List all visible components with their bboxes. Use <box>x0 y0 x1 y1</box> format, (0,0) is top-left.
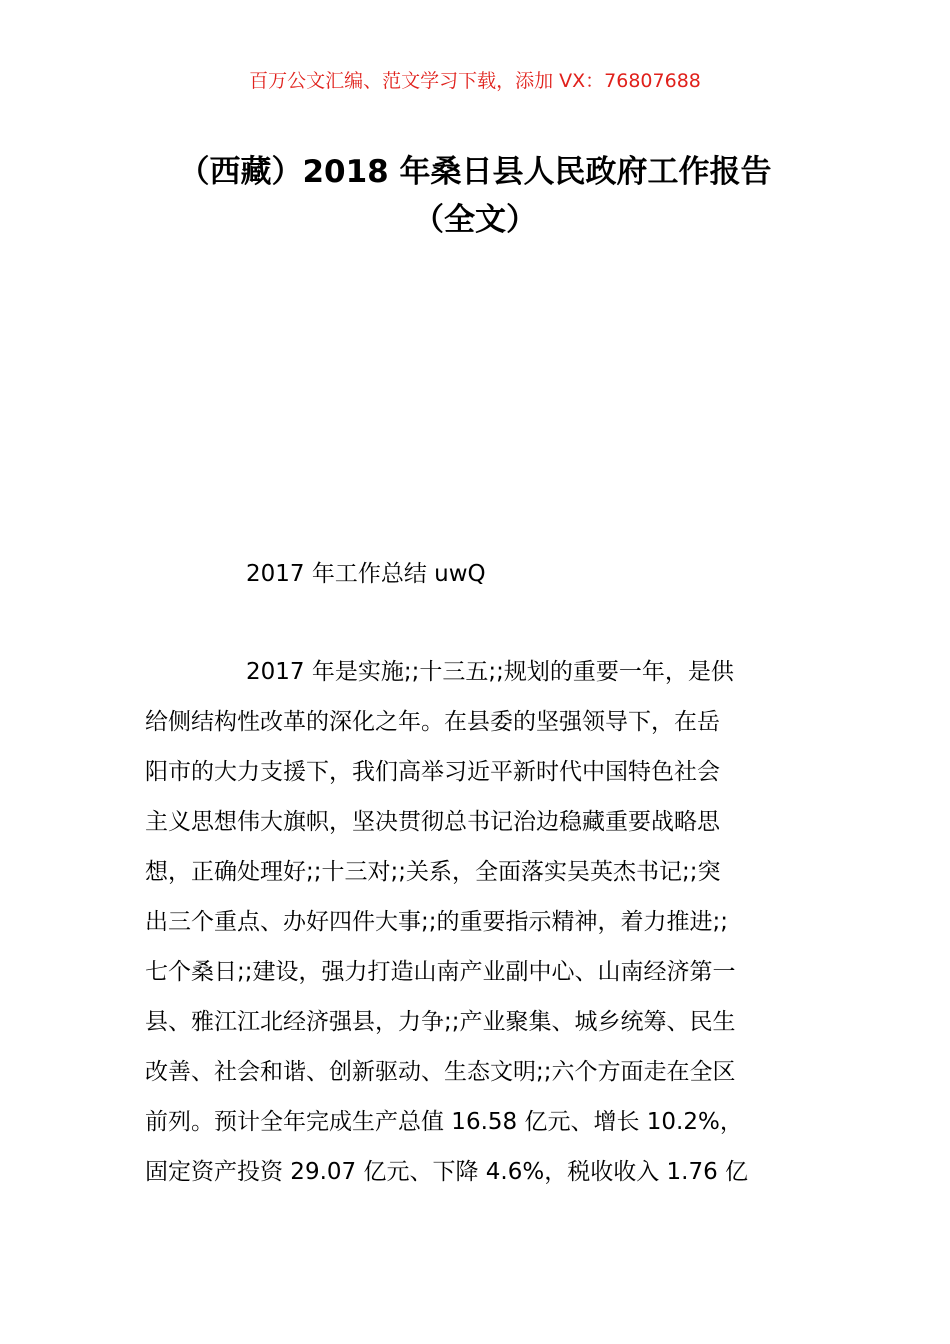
body-line: 主义思想伟大旗帜，坚决贯彻总书记治边稳藏重要战略思 <box>145 809 720 835</box>
title-line-2: （全文） <box>413 202 537 238</box>
body-line: 想，正确处理好;;十三对;;关系，全面落实吴英杰书记;;突 <box>145 859 721 885</box>
body-line: 出三个重点、办好四件大事;;的重要指示精神，着力推进;; <box>145 909 728 935</box>
body-paragraph <box>145 654 825 1204</box>
title-line-1: （西藏）2018 年桑日县人民政府工作报告 <box>178 154 772 190</box>
body-line: 阳市的大力支援下，我们高举习近平新时代中国特色社会 <box>145 759 720 785</box>
document-title <box>100 148 850 244</box>
body-line: 七个桑日;;建设，强力打造山南产业副中心、山南经济第一 <box>145 959 736 985</box>
body-line: 固定资产投资 29.07 亿元、下降 4.6%，税收收入 1.76 亿 <box>145 1159 749 1185</box>
header-note: 百万公文汇编、范文学习下载，添加 VX：76807688 <box>249 70 701 92</box>
section-heading: 2017 年工作总结 uwQ <box>246 561 486 587</box>
body-line: 改善、社会和谐、创新驱动、生态文明;;六个方面走在全区 <box>145 1059 736 1085</box>
body-line: 2017 年是实施;;十三五;;规划的重要一年，是供 <box>246 659 734 685</box>
body-line: 前列。预计全年完成生产总值 16.58 亿元、增长 10.2%， <box>145 1109 743 1135</box>
body-line: 给侧结构性改革的深化之年。在县委的坚强领导下，在岳 <box>145 709 720 735</box>
body-line: 县、雅江江北经济强县，力争;;产业聚集、城乡统筹、民生 <box>145 1009 736 1035</box>
